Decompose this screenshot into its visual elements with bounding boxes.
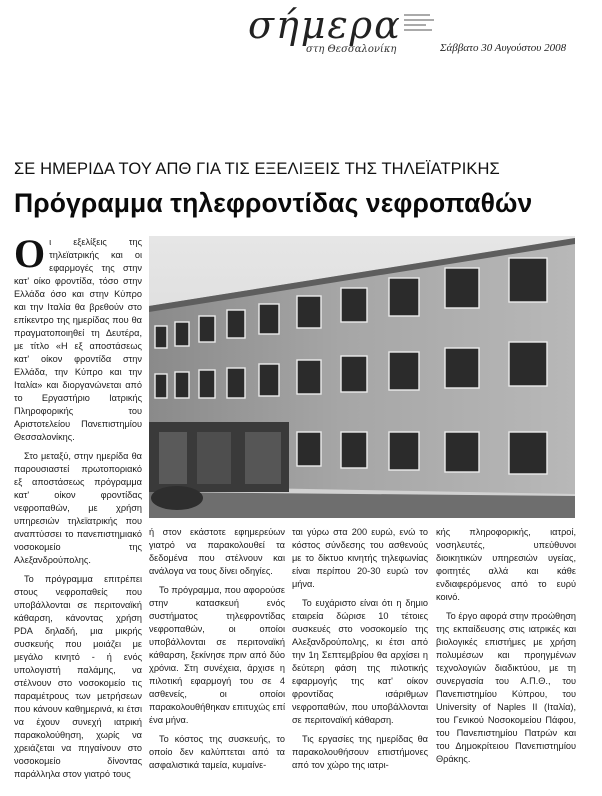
newspaper-logo: σήμερα	[248, 3, 402, 47]
column-paragraph: Το έργο αφορά στην προώθηση της εκπαίδευσης στις ιατρικές και βιολογικές επιστήμες με χρήση πολυμέσων και προηγμένων τεχνολογιών διαδικτύου, με τη συνεργασία του Α.Π.Θ., του Πανεπιστημίου Κύπρου, του University of Naples II (Ιταλία), του Γενικού Νοσοκομείου Πάφου, του Πανεπιστημίου Πατρών και του Δημοκρίτειου Πανεπιστημίου Θράκης.	[436, 611, 576, 764]
column-paragraph: ή στον εκάστοτε εφημερεύων γιατρό να παρακολουθεί τα δεδομένα που στέλνουν και ανάλογα να τους δίνει οδηγίες.	[149, 527, 285, 576]
article-headline: Πρόγραμμα τηλεφροντίδας νεφροπαθών	[14, 188, 533, 218]
article-column-3	[292, 526, 428, 778]
drop-cap: Ο	[14, 231, 46, 276]
article-column-2	[149, 526, 285, 778]
publication-date: Σάββατο 30 Αυγούστου 2008	[440, 42, 567, 54]
column-paragraph: ται γύρω στα 200 ευρώ, ενώ το κόστος σύνδεσης του ασθενούς με το δίκτυο κινητής τηλεφωνίας είναι περίπου 20-30 ευρώ τον μήνα.	[292, 527, 428, 589]
column-paragraph: κής πληροφορικής, ιατροί, νοσηλευτές, υπεύθυνοι διοικητικών υπηρεσιών υγείας, φοιτητές αλλά και κάθε ενδιαφερόμενος από το ευρύ κοινό.	[436, 527, 576, 602]
building-illustration	[149, 236, 575, 518]
street	[149, 492, 575, 518]
column-paragraph: Τις εργασίες της ημερίδας θα παρακολουθήσουν επιστήμονες από τον χώρο της ιατρι-	[292, 734, 428, 770]
column-paragraph: Το κόστος της συσκευής, το οποίο δεν καλύπτεται από τα ασφαλιστικά ταμεία, κυμαίνε-	[149, 734, 285, 770]
column-paragraph: Το πρόγραμμα, που αφορούσε στην κατασκευή ενός συστήματος τηλεφροντίδας νεφροπαθών, οι οποίοι υποβάλλονται σε περιτοναϊκή κάθαρση, ξεκίνησε πριν από δύο χρόνια. Στη συνέχεια, άρχισε η πιλοτική εφαρμογή του σε 4 ασθενείς, οι οποίοι παρακολουθήθηκαν επιτυχώς επί ένα μήνα.	[149, 585, 285, 725]
column-paragraph: Το ευχάριστο είναι ότι η δημιο εταιρεία δώρισε 10 τέτοιες συσκευές στο νοσοκομείο της Αλεξανδρούπολης, κι έτσι από την 1η Σεπτεμβρίου θα αρχίσει η δεύτερη φάση της πιλοτικής εφαρμογής της κατ' οίκον φροντίδας ισάριθμων νεφροπαθών, που υποβάλλονται σε περιτοναϊκή κάθαρση.	[292, 598, 428, 725]
column-paragraph: ι εξελίξεις της τηλεϊατρικής και οι εφαρμογές της στην κατ' οίκο φροντίδα, τόσο στην Ελλάδα όσο και στην Κύπρο και την Ιταλία θα βρεθούν στο επίκεντρο της ημερίδας που θα πραγματοποιηθεί τη Δευτέρα, με τίτλο «Η εξ αποστάσεως κατ' οίκον φροντίδα στην Ελλάδα, την Κύπρο και την Ιταλία» και διοργανώνεται από το Εργαστήριο Ιατρικής Πληροφορικής του Αριστοτελείου Πανεπιστημίου Θεσσαλονίκης.	[14, 237, 142, 442]
column-paragraph: Το πρόγραμμα επιτρέπει στους νεφροπαθείς που υποβάλλονται σε περιτοναϊκή κάθαρση, κάνοντας χρήση PDA δηλαδή, μια μικρής συσκευής που μοιάζει με μεγάλο κινητό - ή ενός υπολογιστή παλάμης, να στέλνουν στο νοσοκομείο τις παραμέτρους των μετρήσεων που κάνουν καθημερινά, κι έτσι να έχουν συνεχή ιατρική παρακολούθηση, χωρίς να χρειάζεται να πηγαίνουν στο νοσοκομείο δίνοντας παράλληλα στον γιατρό τους	[14, 574, 142, 779]
building-photo	[149, 236, 575, 518]
newspaper-logo-subtitle: στη Θεσσαλονίκη	[306, 44, 397, 55]
logo-fine-print-mark	[404, 12, 434, 34]
article-kicker: ΣΕ ΗΜΕΡΙΔΑ ΤΟΥ ΑΠΘ ΓΙΑ ΤΙΣ ΕΞΕΛΙΞΕΙΣ ΤΗΣ ΤΗΛΕΪΑΤΡΙΚΗΣ	[14, 160, 500, 178]
masthead	[0, 0, 602, 78]
column-paragraph: Στο μεταξύ, στην ημερίδα θα παρουσιαστεί πρωτοποριακό εξ αποστάσεως πρόγραμμα κατ' οίκον φροντίδας νεφροπαθών, με χρήση υπηρεσιών τηλεϊατρικής που αναπτύσσει το πανεπιστημιακό νοσοκομείο της Αλεξανδρούπολης.	[14, 451, 142, 565]
tree-shrub	[151, 486, 203, 510]
article-column-4	[436, 526, 576, 772]
article-column-1	[14, 231, 142, 787]
logo-fine-print	[404, 12, 438, 35]
